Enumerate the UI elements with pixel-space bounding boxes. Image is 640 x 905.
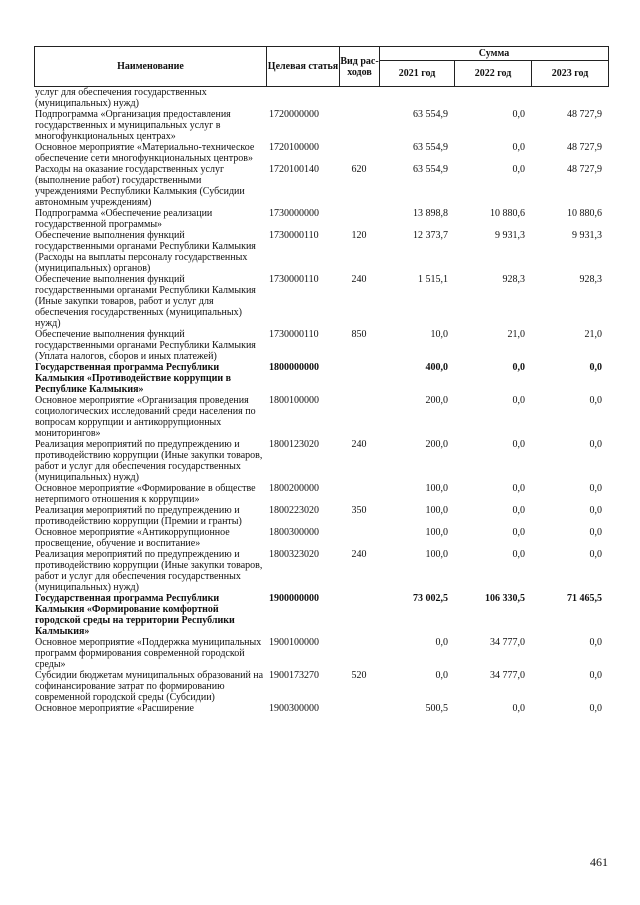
table-row: [34, 527, 608, 549]
row-2021: [379, 87, 454, 109]
row-name: Основное мероприятие «Поддержка муниципальных программ формирования современной городской среды»: [35, 637, 262, 670]
row-2021: 0,0: [435, 670, 448, 681]
header-vid: Вид рас-ходов: [340, 47, 380, 87]
row-2021: 500,5: [425, 703, 448, 714]
row-2023: [531, 87, 608, 109]
row-name: Реализация мероприятий по предупреждению и противодействию коррупции (Премии и гранты): [35, 505, 242, 527]
row-2023: 0,0: [589, 703, 602, 714]
document-page: [34, 46, 608, 714]
row-target: 1900000000: [269, 593, 319, 604]
row-2021: 10,0: [430, 329, 448, 340]
row-name: услуг для обеспечения государственных (муниципальных) нужд): [35, 87, 207, 109]
row-2022: 0,0: [512, 362, 525, 373]
row-target: 1730000110: [269, 329, 319, 340]
row-2022: 21,0: [507, 329, 525, 340]
row-2023: 928,3: [579, 274, 602, 285]
table-row: [34, 230, 608, 274]
row-2023: 0,0: [589, 439, 602, 450]
table-row: [34, 593, 608, 637]
row-name: Государственная программа Республики Калмыкия «Формирование комфортной городской среды на территории Республики Калмыкия»: [35, 593, 235, 637]
row-name: Подпрограмма «Обеспечение реализации государственной программы»: [35, 208, 213, 230]
row-vid: [339, 208, 379, 230]
header-2023: 2023 год: [532, 61, 609, 87]
row-2022: 0,0: [512, 164, 525, 175]
row-vid: 350: [351, 505, 367, 516]
row-2022: [454, 87, 531, 109]
row-2023: 0,0: [589, 527, 602, 538]
row-name: Обеспечение выполнения функций государственными органами Республики Калмыкия (Уплата налогов, сборов и иных платежей): [35, 329, 256, 362]
row-name: Обеспечение выполнения функций государственными органами Республики Калмыкия (Расходы на выплаты персоналу государственных (муниципальных) органов): [35, 230, 256, 274]
row-target: 1730000110: [269, 230, 319, 241]
row-2021: 73 002,5: [413, 593, 448, 604]
table-row: [34, 362, 608, 395]
row-vid: [339, 142, 379, 164]
row-name: Подпрограмма «Организация предоставления государственных и муниципальных услуг в многофункциональных центрах»: [35, 109, 231, 142]
row-2021: 63 554,9: [413, 142, 448, 153]
table-row: [34, 274, 608, 329]
row-vid: 520: [351, 670, 367, 681]
table-row: [34, 87, 608, 109]
row-2022: 0,0: [512, 395, 525, 406]
row-2023: 0,0: [589, 362, 602, 373]
row-vid: [339, 527, 379, 549]
row-2022: 34 777,0: [490, 670, 525, 681]
row-2022: 0,0: [512, 703, 525, 714]
row-name: Реализация мероприятий по предупреждению и противодействию коррупции (Иные закупки товаров, работ и услуг для обеспечения государственных (муниципальных) нужд): [35, 439, 263, 483]
table-row: [34, 703, 608, 714]
table-row: [34, 395, 608, 439]
row-name: Основное мероприятие «Организация проведения социологических исследований среди населения по вопросам коррупции и антикоррупционных мониторингов»: [35, 395, 256, 439]
row-target: 1720100000: [269, 142, 319, 153]
row-vid: 240: [351, 274, 367, 285]
table-row: [34, 670, 608, 703]
row-2023: 48 727,9: [567, 109, 602, 120]
row-name: Государственная программа Республики Калмыкия «Противодействие коррупции в Республике Калмыкия»: [35, 362, 232, 395]
table-row: [34, 439, 608, 483]
row-vid: [339, 637, 379, 670]
row-target: [266, 87, 339, 109]
row-2021: 12 373,7: [413, 230, 448, 241]
table-row: [34, 109, 608, 142]
row-2021: 13 898,8: [413, 208, 448, 219]
row-2023: 0,0: [589, 670, 602, 681]
row-2023: 10 880,6: [567, 208, 602, 219]
row-target: 1900173270: [269, 670, 319, 681]
row-name: Основное мероприятие «Материально-техническое обеспечение сети многофункциональных центров»: [35, 142, 255, 164]
header-2022: 2022 год: [455, 61, 532, 87]
row-vid: 240: [351, 439, 367, 450]
page-number: 461: [590, 855, 608, 869]
row-name: Основное мероприятие «Расширение: [35, 703, 194, 714]
row-target: 1800100000: [269, 395, 319, 406]
row-vid: 240: [351, 549, 367, 560]
header-sum: Сумма: [380, 47, 609, 61]
row-vid: 850: [351, 329, 367, 340]
row-2022: 928,3: [502, 274, 525, 285]
row-2021: 100,0: [425, 527, 448, 538]
row-target: 1720100140: [269, 164, 319, 175]
header-2021: 2021 год: [380, 61, 455, 87]
table-row: [34, 142, 608, 164]
row-2022: 9 931,3: [495, 230, 525, 241]
row-vid: [339, 109, 379, 142]
row-2021: 100,0: [425, 483, 448, 494]
row-2022: 0,0: [512, 527, 525, 538]
row-2021: 100,0: [425, 505, 448, 516]
row-vid: [339, 593, 379, 637]
header-name: Наименование: [35, 47, 267, 87]
row-vid: [339, 703, 379, 714]
row-2023: 0,0: [589, 395, 602, 406]
row-2021: 0,0: [435, 637, 448, 648]
row-2023: 0,0: [589, 637, 602, 648]
row-2022: 106 330,5: [485, 593, 525, 604]
row-2023: 21,0: [584, 329, 602, 340]
row-2021: 1 515,1: [418, 274, 448, 285]
row-vid: 620: [351, 164, 367, 175]
row-2022: 0,0: [512, 505, 525, 516]
row-2021: 63 554,9: [413, 109, 448, 120]
row-2023: 71 465,5: [567, 593, 602, 604]
row-vid: 120: [351, 230, 367, 241]
row-name: Реализация мероприятий по предупреждению и противодействию коррупции (Иные закупки товаров, работ и услуг для обеспечения государственных (муниципальных) нужд): [35, 549, 263, 593]
row-2023: 48 727,9: [567, 164, 602, 175]
table-row: [34, 329, 608, 362]
table-row: [34, 637, 608, 670]
row-2022: 0,0: [512, 439, 525, 450]
row-target: 1800000000: [269, 362, 319, 373]
row-2023: 0,0: [589, 549, 602, 560]
row-2021: 63 554,9: [413, 164, 448, 175]
budget-table: [34, 87, 608, 714]
row-target: 1800223020: [269, 505, 319, 516]
row-name: Обеспечение выполнения функций государственными органами Республики Калмыкия (Иные закупки товаров, работ и услуг для обеспечения государственных (муниципальных) нужд): [35, 274, 256, 329]
row-target: 1720000000: [269, 109, 319, 120]
row-target: 1900100000: [269, 637, 319, 648]
row-target: 1730000000: [269, 208, 319, 219]
row-2022: 34 777,0: [490, 637, 525, 648]
row-target: 1800123020: [269, 439, 319, 450]
row-2021: 400,0: [425, 362, 448, 373]
row-2022: 0,0: [512, 483, 525, 494]
row-2022: 0,0: [512, 109, 525, 120]
row-2021: 100,0: [425, 549, 448, 560]
row-target: 1800323020: [269, 549, 319, 560]
row-vid: [339, 362, 379, 395]
header-target: Целевая статья: [267, 47, 340, 87]
row-vid: [339, 395, 379, 439]
row-vid: [339, 483, 379, 505]
table-header: [34, 46, 609, 87]
table-row: [34, 164, 608, 208]
row-2021: 200,0: [425, 439, 448, 450]
row-2023: 9 931,3: [572, 230, 602, 241]
row-target: 1800200000: [269, 483, 319, 494]
table-row: [34, 208, 608, 230]
row-2022: 0,0: [512, 549, 525, 560]
row-target: 1800300000: [269, 527, 319, 538]
row-2021: 200,0: [425, 395, 448, 406]
row-name: Субсидии бюджетам муниципальных образований на софинансирование затрат по формированию современной городской среды (Субсидии): [35, 670, 264, 703]
row-2022: 0,0: [512, 142, 525, 153]
table-row: [34, 549, 608, 593]
row-name: Основное мероприятие «Формирование в обществе нетерпимого отношения к коррупции»: [35, 483, 256, 505]
row-2022: 10 880,6: [490, 208, 525, 219]
row-name: Расходы на оказание государственных услуг (выполнение работ) государственными учреждениями Республики Калмыкия (Субсидии автономным учреждениям): [35, 164, 245, 208]
row-2023: 0,0: [589, 505, 602, 516]
row-name: Основное мероприятие «Антикоррупционное просвещение, обучение и воспитание»: [35, 527, 230, 549]
row-vid: [339, 87, 379, 109]
row-target: 1730000110: [269, 274, 319, 285]
row-2023: 48 727,9: [567, 142, 602, 153]
table-row: [34, 483, 608, 505]
row-2023: 0,0: [589, 483, 602, 494]
table-row: [34, 505, 608, 527]
row-target: 1900300000: [269, 703, 319, 714]
